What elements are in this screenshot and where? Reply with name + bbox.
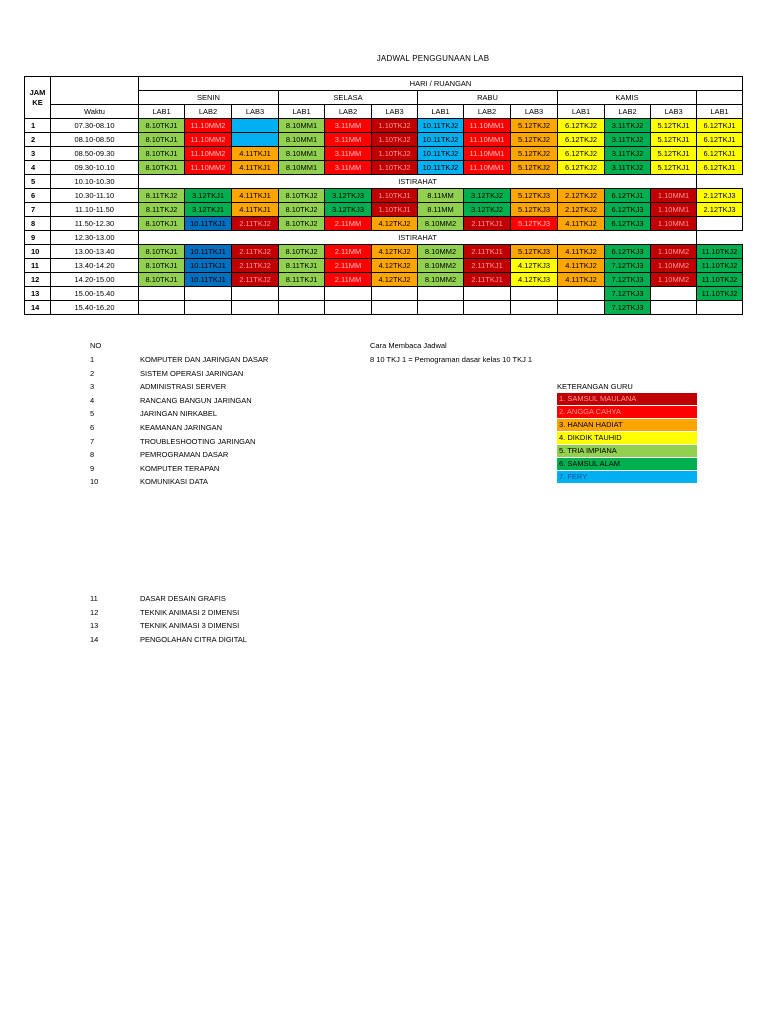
schedule-cell: 8.10TKJ1 bbox=[139, 147, 185, 161]
schedule-cell bbox=[139, 287, 185, 301]
schedule-cell bbox=[558, 287, 605, 301]
schedule-cell bbox=[511, 301, 558, 315]
schedule-cell: 10.11TKJ2 bbox=[418, 133, 464, 147]
istirahat-cell: ISTIRAHAT bbox=[139, 231, 697, 245]
lab-header: LAB2 bbox=[325, 105, 372, 119]
schedule-cell: 8.10MM2 bbox=[418, 259, 464, 273]
guru-legend-item: 1. SAMSUL MAULANA bbox=[557, 393, 697, 406]
schedule-cell: 11.10MM2 bbox=[185, 133, 232, 147]
header-row-1 bbox=[25, 77, 743, 91]
subject-number: 6 bbox=[90, 423, 95, 432]
schedule-cell bbox=[464, 287, 511, 301]
schedule-cell: 10.11TKJ1 bbox=[185, 259, 232, 273]
waktu-cell: 13.00-13.40 bbox=[51, 245, 139, 259]
schedule-row bbox=[25, 161, 743, 175]
schedule-cell bbox=[651, 287, 697, 301]
schedule-cell: 10.11TKJ1 bbox=[185, 217, 232, 231]
schedule-cell: 11.10MM2 bbox=[185, 161, 232, 175]
lab-header: LAB3 bbox=[511, 105, 558, 119]
schedule-cell: 8.10TKJ1 bbox=[139, 259, 185, 273]
waktu-cell: 10.30-11.10 bbox=[51, 189, 139, 203]
waktu-header-top bbox=[51, 77, 139, 105]
schedule-cell: 8.10TKJ2 bbox=[279, 217, 325, 231]
schedule-cell: 8.11MM bbox=[418, 203, 464, 217]
schedule-cell: 8.11TKJ1 bbox=[279, 273, 325, 287]
lab-header: LAB1 bbox=[558, 105, 605, 119]
waktu-cell: 08.10-08.50 bbox=[51, 133, 139, 147]
jam-ke-cell: 7 bbox=[25, 203, 51, 217]
subject-number: 8 bbox=[90, 450, 95, 460]
schedule-cell: 11.10MM1 bbox=[464, 133, 511, 147]
subject-name: ADMINISTRASI SERVER bbox=[140, 382, 227, 392]
waktu-cell: 11.10-11.50 bbox=[51, 203, 139, 217]
lab-header: LAB1 bbox=[418, 105, 464, 119]
empty-cell bbox=[697, 175, 743, 189]
schedule-cell: 2.11TKJ1 bbox=[464, 217, 511, 231]
schedule-cell: 4.11TKJ1 bbox=[232, 189, 279, 203]
schedule-row bbox=[25, 301, 743, 315]
cara-membaca-example: 8 10 TKJ 1 = Pemograman dasar kelas 10 TKJ 1 bbox=[370, 355, 533, 364]
schedule-cell bbox=[651, 301, 697, 315]
schedule-cell: 10.11TKJ2 bbox=[418, 147, 464, 161]
guru-legend-item: 4. DIKDIK TAUHID bbox=[557, 432, 697, 445]
schedule-cell: 2.11TKJ1 bbox=[464, 259, 511, 273]
schedule-cell: 6.12TKJ2 bbox=[558, 161, 605, 175]
schedule-cell: 11.10MM1 bbox=[464, 147, 511, 161]
schedule-cell: 6.12TKJ3 bbox=[605, 245, 651, 259]
guru-legend-item: 3. HANAN HADIAT bbox=[557, 419, 697, 432]
subject-name: TEKNIK ANIMASI 3 DIMENSI bbox=[140, 621, 240, 631]
schedule-cell: 6.12TKJ2 bbox=[558, 119, 605, 133]
jam-ke-cell: 1 bbox=[25, 119, 51, 133]
schedule-cell: 6.12TKJ1 bbox=[697, 133, 743, 147]
schedule-cell: 1.10MM1 bbox=[651, 217, 697, 231]
jam-ke-cell: 13 bbox=[25, 287, 51, 301]
schedule-row bbox=[25, 119, 743, 133]
schedule-cell: 4.11TKJ2 bbox=[558, 273, 605, 287]
schedule-cell bbox=[139, 301, 185, 315]
schedule-cell: 11.10TKJ2 bbox=[697, 259, 743, 273]
schedule-cell bbox=[325, 301, 372, 315]
schedule-cell: 1.10TKJ2 bbox=[372, 119, 418, 133]
schedule-cell: 1.10MM1 bbox=[651, 203, 697, 217]
day-header-empty bbox=[697, 91, 743, 105]
schedule-cell: 4.11TKJ2 bbox=[558, 259, 605, 273]
schedule-cell: 1.10TKJ2 bbox=[372, 161, 418, 175]
schedule-cell bbox=[232, 119, 279, 133]
schedule-cell: 2.12TKJ2 bbox=[558, 203, 605, 217]
schedule-cell: 1.10MM2 bbox=[651, 259, 697, 273]
schedule-cell bbox=[372, 287, 418, 301]
page-title: JADWAL PENGGUNAAN LAB bbox=[376, 54, 490, 63]
schedule-cell: 5.12TKJ3 bbox=[511, 245, 558, 259]
waktu-cell: 11.50-12.30 bbox=[51, 217, 139, 231]
schedule-cell: 5.12TKJ3 bbox=[511, 189, 558, 203]
subject-name: KEAMANAN JARINGAN bbox=[140, 423, 223, 432]
schedule-cell: 8.10MM1 bbox=[279, 119, 325, 133]
subject-name: PENGOLAHAN CITRA DIGITAL bbox=[140, 634, 247, 644]
waktu-cell: 15.00-15.40 bbox=[51, 287, 139, 301]
schedule-cell: 6.12TKJ2 bbox=[558, 133, 605, 147]
subject-number: 10 bbox=[90, 477, 99, 487]
schedule-row bbox=[25, 175, 743, 189]
schedule-cell bbox=[464, 301, 511, 315]
schedule-cell: 7.12TKJ3 bbox=[605, 287, 651, 301]
schedule-cell: 8.10MM1 bbox=[279, 133, 325, 147]
schedule-cell: 6.12TKJ2 bbox=[558, 147, 605, 161]
lab-header: LAB3 bbox=[372, 105, 418, 119]
schedule-cell: 2.12TKJ2 bbox=[558, 189, 605, 203]
subject-number: 11 bbox=[90, 594, 98, 603]
schedule-cell: 8.10TKJ1 bbox=[139, 217, 185, 231]
waktu-cell: 15.40-16.20 bbox=[51, 301, 139, 315]
subject-number: 7 bbox=[90, 436, 95, 446]
jam-ke-cell: 10 bbox=[25, 245, 51, 259]
schedule-cell: 4.12TKJ2 bbox=[372, 273, 418, 287]
guru-legend-item: 6. SAMSUL ALAM bbox=[557, 458, 697, 471]
waktu-cell: 12.30-13.00 bbox=[51, 231, 139, 245]
schedule-cell: 6.12TKJ1 bbox=[697, 161, 743, 175]
schedule-cell: 5.12TKJ1 bbox=[651, 133, 697, 147]
schedule-cell: 3.11TKJ2 bbox=[605, 161, 651, 175]
schedule-cell: 3.11MM bbox=[325, 133, 372, 147]
schedule-cell: 1.10TKJ1 bbox=[372, 203, 418, 217]
schedule-cell: 2.11MM bbox=[325, 217, 372, 231]
subject-number: 9 bbox=[90, 463, 95, 473]
schedule-cell: 10.11TKJ2 bbox=[418, 119, 464, 133]
schedule-cell bbox=[232, 133, 279, 147]
schedule-cell: 4.11TKJ2 bbox=[558, 245, 605, 259]
subject-name: SISTEM OPERASI JARINGAN bbox=[140, 368, 244, 378]
schedule-cell bbox=[279, 301, 325, 315]
schedule-cell: 4.12TKJ3 bbox=[511, 259, 558, 273]
jam-ke-cell: 9 bbox=[25, 231, 51, 245]
schedule-cell: 3.11TKJ2 bbox=[605, 133, 651, 147]
subject-name: JARINGAN NIRKABEL bbox=[140, 409, 218, 419]
lab-header: LAB3 bbox=[651, 105, 697, 119]
hari-ruangan-header: HARI / RUANGAN bbox=[139, 77, 743, 91]
schedule-cell: 3.12TKJ1 bbox=[185, 189, 232, 203]
lab-header: LAB1 bbox=[279, 105, 325, 119]
waktu-cell: 13.40-14.20 bbox=[51, 259, 139, 273]
schedule-cell bbox=[418, 301, 464, 315]
lab-header: LAB2 bbox=[464, 105, 511, 119]
schedule-cell: 6.12TKJ1 bbox=[697, 119, 743, 133]
schedule-cell: 3.12TKJ2 bbox=[464, 203, 511, 217]
schedule-cell: 8.10TKJ2 bbox=[279, 203, 325, 217]
schedule-row bbox=[25, 287, 743, 301]
lab-header: LAB3 bbox=[232, 105, 279, 119]
schedule-cell: 10.11TKJ1 bbox=[185, 273, 232, 287]
schedule-cell: 1.10MM1 bbox=[651, 189, 697, 203]
schedule-cell: 3.11TKJ2 bbox=[605, 147, 651, 161]
schedule-table bbox=[24, 76, 743, 315]
subject-name: TEKNIK ANIMASI 2 DIMENSI bbox=[140, 607, 240, 617]
jam-ke-cell: 11 bbox=[25, 259, 51, 273]
schedule-cell: 5.12TKJ1 bbox=[651, 161, 697, 175]
waktu-cell: 14.20-15.00 bbox=[51, 273, 139, 287]
schedule-cell: 4.12TKJ2 bbox=[372, 259, 418, 273]
schedule-cell: 8.10MM2 bbox=[418, 217, 464, 231]
subject-number: 14 bbox=[90, 634, 99, 644]
schedule-cell: 3.12TKJ2 bbox=[464, 189, 511, 203]
jam-ke-cell: 12 bbox=[25, 273, 51, 287]
day-header-kamis: KAMIS bbox=[558, 91, 697, 105]
schedule-cell: 5.12TKJ1 bbox=[651, 119, 697, 133]
schedule-cell: 11.10TKJ2 bbox=[697, 287, 743, 301]
schedule-cell: 11.10MM1 bbox=[464, 119, 511, 133]
schedule-cell: 2.11TKJ2 bbox=[232, 259, 279, 273]
schedule-cell: 4.12TKJ2 bbox=[372, 217, 418, 231]
subject-name: TROUBLESHOOTING JARINGAN bbox=[140, 436, 256, 446]
schedule-cell: 6.12TKJ3 bbox=[605, 217, 651, 231]
jam-ke-cell: 4 bbox=[25, 161, 51, 175]
schedule-cell: 8.10MM2 bbox=[418, 245, 464, 259]
lab-header: LAB2 bbox=[185, 105, 232, 119]
schedule-cell: 8.10MM2 bbox=[418, 273, 464, 287]
schedule-cell: 4.12TKJ3 bbox=[511, 273, 558, 287]
schedule-row bbox=[25, 133, 743, 147]
schedule-cell bbox=[185, 287, 232, 301]
schedule-cell bbox=[232, 287, 279, 301]
schedule-cell: 8.10TKJ1 bbox=[139, 273, 185, 287]
subject-number: 12 bbox=[90, 607, 99, 617]
waktu-header: Waktu bbox=[51, 105, 139, 119]
schedule-cell: 2.11MM bbox=[325, 273, 372, 287]
header-row-labs bbox=[25, 105, 743, 119]
schedule-cell: 2.11MM bbox=[325, 245, 372, 259]
schedule-cell: 1.10MM2 bbox=[651, 245, 697, 259]
schedule-cell: 8.10TKJ2 bbox=[279, 189, 325, 203]
jam-ke-cell: 2 bbox=[25, 133, 51, 147]
jam-ke-cell: 6 bbox=[25, 189, 51, 203]
schedule-row bbox=[25, 217, 743, 231]
schedule-cell: 8.10TKJ1 bbox=[139, 245, 185, 259]
guru-legend-item: 2. ANGGA CAHYA bbox=[557, 406, 697, 419]
lab-header: LAB1 bbox=[139, 105, 185, 119]
waktu-cell: 07.30-08.10 bbox=[51, 119, 139, 133]
schedule-row bbox=[25, 203, 743, 217]
jam-ke-cell: 5 bbox=[25, 175, 51, 189]
schedule-row bbox=[25, 273, 743, 287]
schedule-cell bbox=[511, 287, 558, 301]
schedule-cell: 6.12TKJ1 bbox=[605, 189, 651, 203]
subject-name: DASAR DESAIN GRAFIS bbox=[140, 594, 226, 603]
schedule-cell: 11.10MM2 bbox=[185, 119, 232, 133]
schedule-cell bbox=[325, 287, 372, 301]
schedule-cell: 8.11TKJ1 bbox=[279, 259, 325, 273]
schedule-cell: 8.10TKJ1 bbox=[139, 161, 185, 175]
schedule-cell: 2.11TKJ1 bbox=[464, 245, 511, 259]
schedule-cell: 3.12TKJ3 bbox=[325, 189, 372, 203]
schedule-cell: 8.10MM1 bbox=[279, 147, 325, 161]
lab-header: LAB2 bbox=[605, 105, 651, 119]
lab-header: LAB1 bbox=[697, 105, 743, 119]
subject-name: RANCANG BANGUN JARINGAN bbox=[140, 395, 252, 405]
schedule-cell: 4.11TKJ1 bbox=[232, 203, 279, 217]
schedule-cell: 8.11TKJ2 bbox=[139, 203, 185, 217]
schedule-cell: 2.11TKJ1 bbox=[464, 273, 511, 287]
subject-number: 2 bbox=[90, 368, 95, 378]
jam-ke-header: JAM KE bbox=[25, 77, 51, 119]
empty-cell bbox=[697, 231, 743, 245]
subject-number: 4 bbox=[90, 395, 95, 405]
schedule-cell: 2.12TKJ3 bbox=[697, 203, 743, 217]
subject-number: 3 bbox=[90, 382, 95, 392]
schedule-cell: 2.12TKJ3 bbox=[697, 189, 743, 203]
jam-ke-cell: 3 bbox=[25, 147, 51, 161]
schedule-row bbox=[25, 147, 743, 161]
schedule-cell: 4.11TKJ1 bbox=[232, 161, 279, 175]
schedule-cell: 10.11TKJ1 bbox=[185, 245, 232, 259]
schedule-cell: 1.10TKJ1 bbox=[372, 189, 418, 203]
schedule-cell: 8.10TKJ2 bbox=[279, 245, 325, 259]
schedule-cell: 2.11MM bbox=[325, 259, 372, 273]
schedule-cell: 5.12TKJ2 bbox=[511, 161, 558, 175]
schedule-cell: 3.12TKJ3 bbox=[325, 203, 372, 217]
schedule-cell: 5.12TKJ3 bbox=[511, 203, 558, 217]
schedule-cell: 8.10TKJ1 bbox=[139, 119, 185, 133]
schedule-cell: 4.11TKJ2 bbox=[558, 217, 605, 231]
subject-name: KOMPUTER DAN JARINGAN DASAR bbox=[140, 355, 269, 364]
schedule-cell: 4.12TKJ2 bbox=[372, 245, 418, 259]
schedule-cell: 4.11TKJ1 bbox=[232, 147, 279, 161]
subject-number: 1 bbox=[90, 355, 95, 364]
schedule-cell: 2.11TKJ2 bbox=[232, 273, 279, 287]
subject-name: KOMUNIKASI DATA bbox=[140, 477, 209, 487]
schedule-cell: 1.10MM2 bbox=[651, 273, 697, 287]
subject-list-header: NO bbox=[90, 341, 102, 350]
schedule-row bbox=[25, 189, 743, 203]
guru-legend-item: 5. TRIA IMPIANA bbox=[557, 445, 697, 458]
schedule-cell bbox=[232, 301, 279, 315]
schedule-cell: 2.11TKJ2 bbox=[232, 217, 279, 231]
subject-name: PEMROGRAMAN DASAR bbox=[140, 450, 229, 460]
waktu-cell: 09.30-10.10 bbox=[51, 161, 139, 175]
schedule-cell bbox=[372, 301, 418, 315]
schedule-cell: 6.12TKJ3 bbox=[605, 203, 651, 217]
schedule-cell bbox=[558, 301, 605, 315]
day-header-selasa: SELASA bbox=[279, 91, 418, 105]
schedule-cell bbox=[697, 301, 743, 315]
schedule-cell bbox=[697, 217, 743, 231]
schedule-cell: 3.11TKJ2 bbox=[605, 119, 651, 133]
cara-membaca-title: Cara Membaca Jadwal bbox=[370, 341, 447, 350]
subject-name: KOMPUTER TERAPAN bbox=[140, 463, 220, 473]
guru-legend-item: 7. FERY bbox=[557, 471, 697, 484]
schedule-cell: 10.11TKJ2 bbox=[418, 161, 464, 175]
schedule-cell: 11.10TKJ2 bbox=[697, 273, 743, 287]
schedule-cell: 8.11TKJ2 bbox=[139, 189, 185, 203]
keterangan-guru-title: KETERANGAN GURU bbox=[557, 382, 633, 391]
schedule-cell: 7.12TKJ3 bbox=[605, 259, 651, 273]
schedule-cell: 7.12TKJ3 bbox=[605, 273, 651, 287]
day-header-rabu: RABU bbox=[418, 91, 558, 105]
schedule-cell: 3.11MM bbox=[325, 119, 372, 133]
schedule-row bbox=[25, 259, 743, 273]
subject-number: 5 bbox=[90, 409, 95, 419]
schedule-cell: 6.12TKJ1 bbox=[697, 147, 743, 161]
schedule-cell: 8.10TKJ1 bbox=[139, 133, 185, 147]
waktu-cell: 10.10-10.30 bbox=[51, 175, 139, 189]
jam-ke-cell: 8 bbox=[25, 217, 51, 231]
schedule-cell: 5.12TKJ2 bbox=[511, 133, 558, 147]
schedule-row bbox=[25, 245, 743, 259]
schedule-cell: 2.11TKJ2 bbox=[232, 245, 279, 259]
schedule-cell: 11.10MM1 bbox=[464, 161, 511, 175]
schedule-cell: 5.12TKJ2 bbox=[511, 147, 558, 161]
schedule-cell bbox=[279, 287, 325, 301]
schedule-cell: 8.10MM1 bbox=[279, 161, 325, 175]
schedule-cell: 3.11MM bbox=[325, 147, 372, 161]
schedule-cell: 1.10TKJ2 bbox=[372, 147, 418, 161]
schedule-cell bbox=[185, 301, 232, 315]
schedule-cell: 11.10TKJ2 bbox=[697, 245, 743, 259]
keterangan-guru bbox=[557, 380, 697, 484]
schedule-cell bbox=[418, 287, 464, 301]
schedule-cell: 11.10MM2 bbox=[185, 147, 232, 161]
schedule-cell: 3.12TKJ1 bbox=[185, 203, 232, 217]
schedule-cell: 7.12TKJ3 bbox=[605, 301, 651, 315]
schedule-cell: 3.11MM bbox=[325, 161, 372, 175]
day-header-senin: SENIN bbox=[139, 91, 279, 105]
schedule-cell: 1.10TKJ2 bbox=[372, 133, 418, 147]
jam-ke-cell: 14 bbox=[25, 301, 51, 315]
schedule-cell: 8.11MM bbox=[418, 189, 464, 203]
subject-number: 13 bbox=[90, 621, 99, 631]
waktu-cell: 08.50-09.30 bbox=[51, 147, 139, 161]
schedule-cell: 5.12TKJ2 bbox=[511, 119, 558, 133]
schedule-cell: 5.12TKJ1 bbox=[651, 147, 697, 161]
schedule-cell: 5.12TKJ3 bbox=[511, 217, 558, 231]
schedule-row bbox=[25, 231, 743, 245]
istirahat-cell: ISTIRAHAT bbox=[139, 175, 697, 189]
